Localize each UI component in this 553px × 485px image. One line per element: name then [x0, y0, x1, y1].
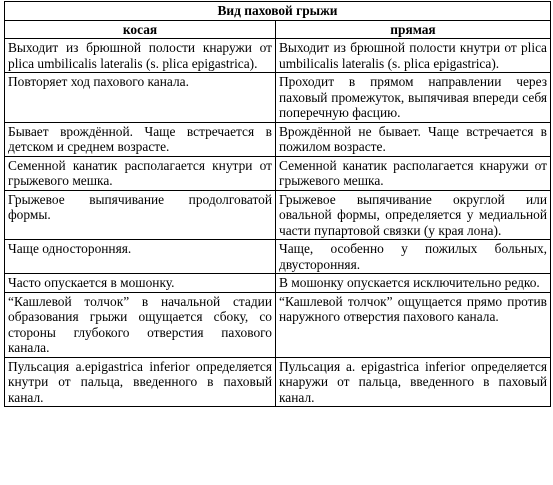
- cell-oblique: Пульсация a.epigastrica inferior определяется кнутри от пальца, введенного в паховый канал.: [5, 357, 276, 407]
- table-row: [5, 39, 551, 73]
- cell-direct: Грыжевое выпячивание округлой или овальной формы, определяется у медиальной части пупартовой связки (у края лона).: [276, 190, 551, 240]
- table-row: [5, 292, 551, 357]
- table-row: [5, 357, 551, 407]
- cell-direct: Семенной канатик располагается кнаружи от грыжевого мешка.: [276, 156, 551, 190]
- hernia-comparison-table: [4, 1, 551, 407]
- cell-direct: Чаще, особенно у пожилых больных, двусторонняя.: [276, 240, 551, 274]
- column-header-oblique: косая: [5, 20, 276, 39]
- table-row: [5, 156, 551, 190]
- cell-oblique: Чаще односторонняя.: [5, 240, 276, 274]
- cell-oblique: Грыжевое выпячивание продолговатой формы.: [5, 190, 276, 240]
- cell-direct: Пульсация a. epigastrica inferior определяется кнаружи от пальца, введенного в паховый канал.: [276, 357, 551, 407]
- cell-oblique: Бывает врождённой. Чаще встречается в детском и среднем возрасте.: [5, 122, 276, 156]
- table-row: [5, 122, 551, 156]
- cell-direct: Врождённой не бывает. Чаще встречается в пожилом возрасте.: [276, 122, 551, 156]
- cell-oblique: Семенной канатик располагается кнутри от грыжевого мешка.: [5, 156, 276, 190]
- cell-direct: Проходит в прямом направлении через паховый промежуток, выпячивая впереди себя поперечную фасцию.: [276, 73, 551, 123]
- column-header-direct: прямая: [276, 20, 551, 39]
- cell-oblique: Часто опускается в мошонку.: [5, 274, 276, 293]
- cell-oblique: “Кашлевой толчок” в начальной стадии образования грыжи ощущается сбоку, со стороны глубокого отверстия пахового канала.: [5, 292, 276, 357]
- cell-direct: “Кашлевой толчок” ощущается прямо против наружного отверстия пахового канала.: [276, 292, 551, 357]
- cell-oblique: Выходит из брюшной полости кнаружи от plica umbilicalis lateralis (s. plica epigastrica).: [5, 39, 276, 73]
- table-row: [5, 190, 551, 240]
- cell-direct: В мошонку опускается исключительно редко.: [276, 274, 551, 293]
- table-title: Вид паховой грыжи: [5, 2, 551, 21]
- table-row: [5, 73, 551, 123]
- cell-direct: Выходит из брюшной полости кнутри от plica umbilicalis lateralis (s. plica epigastrica).: [276, 39, 551, 73]
- cell-oblique: Повторяет ход пахового канала.: [5, 73, 276, 123]
- table-title-row: [5, 2, 551, 21]
- table-header-row: [5, 20, 551, 39]
- table-row: [5, 274, 551, 293]
- table-row: [5, 240, 551, 274]
